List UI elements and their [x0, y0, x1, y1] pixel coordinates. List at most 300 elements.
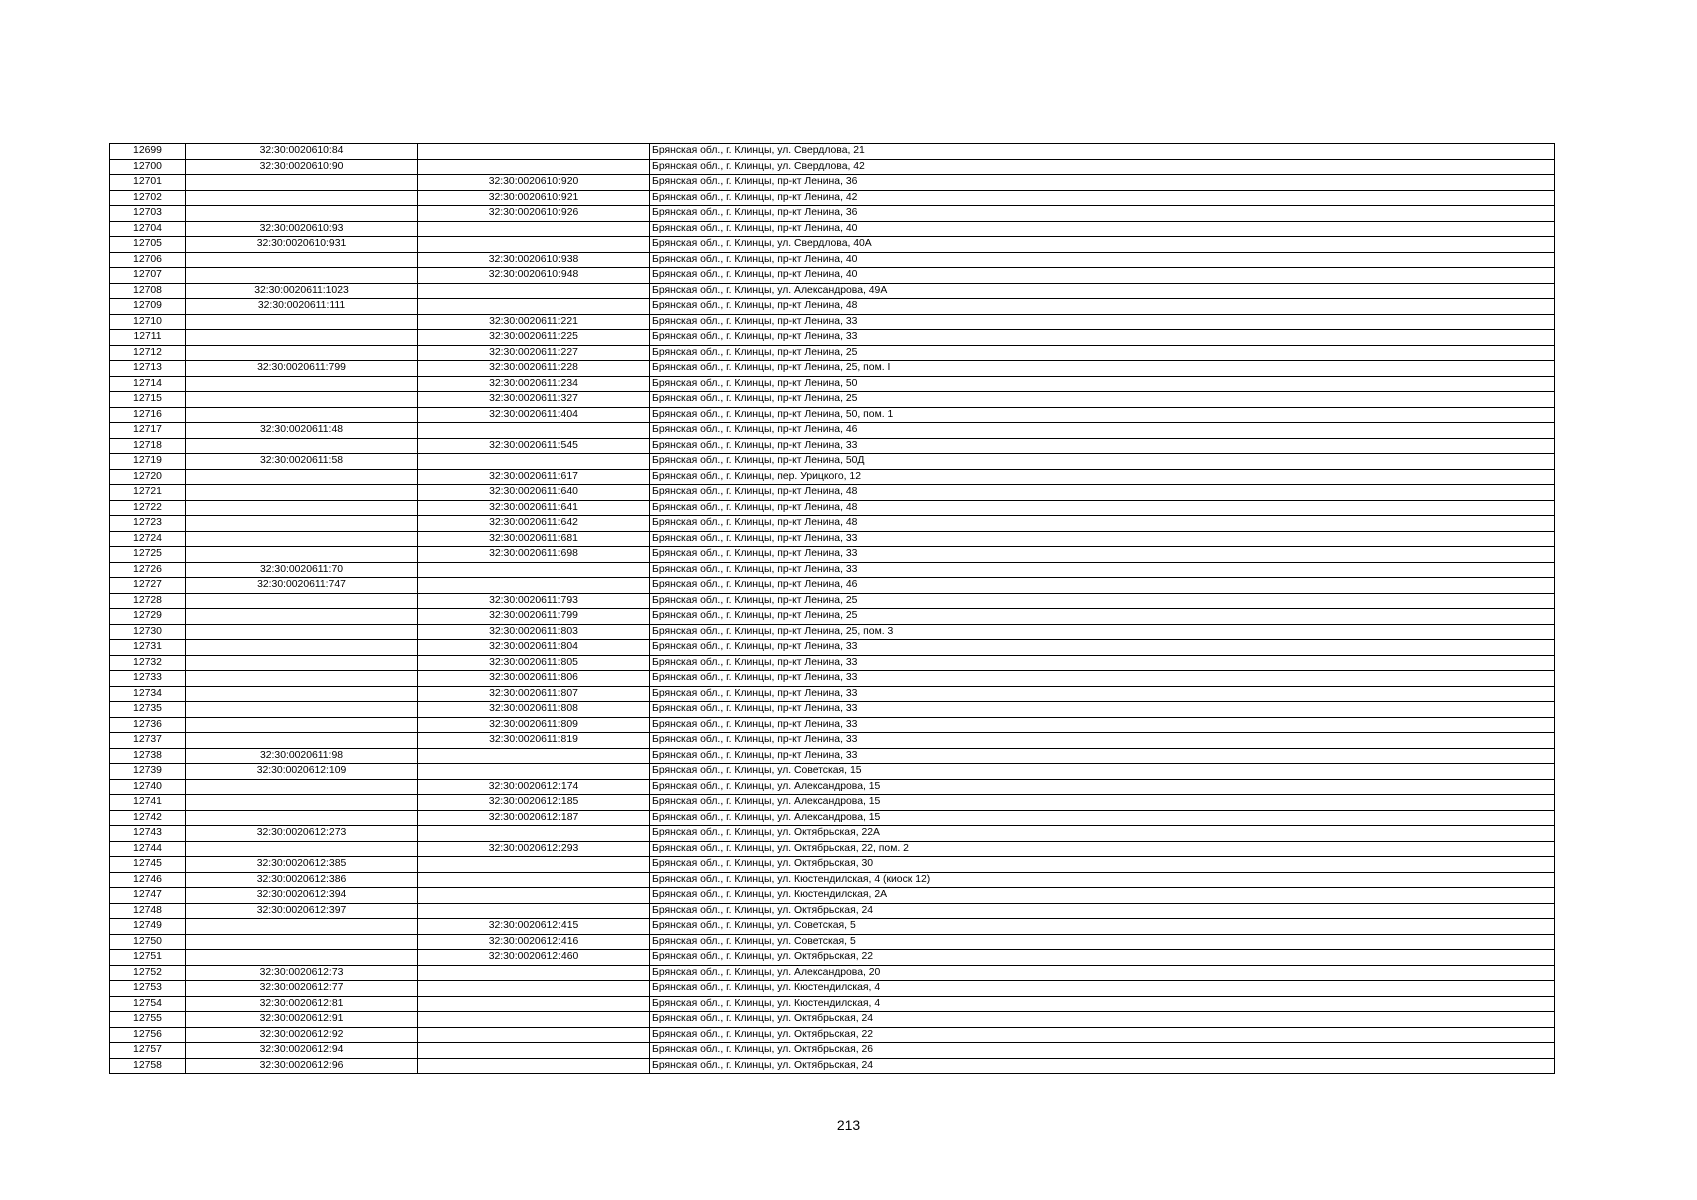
- table-row: [110, 392, 1555, 408]
- row-number-cell: 12748: [110, 903, 186, 919]
- related-cadastral-number-cell: [418, 1012, 650, 1028]
- related-cadastral-number-cell: 32:30:0020611:545: [418, 438, 650, 454]
- table-row: [110, 423, 1555, 439]
- table-row: [110, 609, 1555, 625]
- related-cadastral-number-cell: [418, 996, 650, 1012]
- table-row: [110, 206, 1555, 222]
- cadastral-number-cell: [186, 190, 418, 206]
- address-cell: Брянская обл., г. Клинцы, ул. Свердлова, 21: [650, 144, 1555, 160]
- row-number-cell: 12743: [110, 826, 186, 842]
- row-number-cell: 12737: [110, 733, 186, 749]
- row-number-cell: 12725: [110, 547, 186, 563]
- row-number-cell: 12749: [110, 919, 186, 935]
- cadastral-number-cell: [186, 485, 418, 501]
- table-row: [110, 810, 1555, 826]
- cadastral-number-cell: 32:30:0020612:94: [186, 1043, 418, 1059]
- table-row: [110, 903, 1555, 919]
- row-number-cell: 12738: [110, 748, 186, 764]
- table-row: [110, 748, 1555, 764]
- cadastral-number-cell: [186, 330, 418, 346]
- table-row: [110, 671, 1555, 687]
- related-cadastral-number-cell: [418, 1058, 650, 1074]
- table-row: [110, 640, 1555, 656]
- related-cadastral-number-cell: [418, 1027, 650, 1043]
- cadastral-number-cell: [186, 717, 418, 733]
- row-number-cell: 12740: [110, 779, 186, 795]
- cadastral-number-cell: 32:30:0020611:48: [186, 423, 418, 439]
- row-number-cell: 12750: [110, 934, 186, 950]
- table-row: [110, 1012, 1555, 1028]
- address-cell: Брянская обл., г. Клинцы, пр-кт Ленина, 36: [650, 206, 1555, 222]
- cadastral-number-cell: [186, 609, 418, 625]
- related-cadastral-number-cell: [418, 965, 650, 981]
- address-cell: Брянская обл., г. Клинцы, ул. Кюстендилская, 4: [650, 981, 1555, 997]
- table-row: [110, 888, 1555, 904]
- address-cell: Брянская обл., г. Клинцы, ул. Октябрьская, 24: [650, 1012, 1555, 1028]
- table-row: [110, 578, 1555, 594]
- related-cadastral-number-cell: 32:30:0020611:809: [418, 717, 650, 733]
- address-cell: Брянская обл., г. Клинцы, ул. Свердлова, 40А: [650, 237, 1555, 253]
- address-cell: Брянская обл., г. Клинцы, пр-кт Ленина, 33: [650, 330, 1555, 346]
- address-cell: Брянская обл., г. Клинцы, ул. Октябрьская, 22, пом. 2: [650, 841, 1555, 857]
- related-cadastral-number-cell: 32:30:0020611:681: [418, 531, 650, 547]
- cadastral-number-cell: 32:30:0020612:96: [186, 1058, 418, 1074]
- table-row: [110, 407, 1555, 423]
- cadastral-number-cell: 32:30:0020610:84: [186, 144, 418, 160]
- related-cadastral-number-cell: [418, 903, 650, 919]
- row-number-cell: 12741: [110, 795, 186, 811]
- table-row: [110, 237, 1555, 253]
- row-number-cell: 12757: [110, 1043, 186, 1059]
- table-row: [110, 686, 1555, 702]
- row-number-cell: 12744: [110, 841, 186, 857]
- related-cadastral-number-cell: 32:30:0020610:921: [418, 190, 650, 206]
- table-row: [110, 562, 1555, 578]
- row-number-cell: 12716: [110, 407, 186, 423]
- table-row: [110, 469, 1555, 485]
- related-cadastral-number-cell: 32:30:0020611:698: [418, 547, 650, 563]
- address-cell: Брянская обл., г. Клинцы, пр-кт Ленина, 50: [650, 376, 1555, 392]
- cadastral-number-cell: 32:30:0020612:386: [186, 872, 418, 888]
- row-number-cell: 12707: [110, 268, 186, 284]
- address-cell: Брянская обл., г. Клинцы, пер. Урицкого, 12: [650, 469, 1555, 485]
- cadastral-number-cell: [186, 175, 418, 191]
- table-row: [110, 268, 1555, 284]
- table-row: [110, 500, 1555, 516]
- table-row: [110, 221, 1555, 237]
- table-row: [110, 593, 1555, 609]
- related-cadastral-number-cell: 32:30:0020612:416: [418, 934, 650, 950]
- table-row: [110, 717, 1555, 733]
- address-cell: Брянская обл., г. Клинцы, ул. Александрова, 15: [650, 795, 1555, 811]
- row-number-cell: 12701: [110, 175, 186, 191]
- cadastral-number-cell: [186, 779, 418, 795]
- related-cadastral-number-cell: 32:30:0020612:415: [418, 919, 650, 935]
- address-cell: Брянская обл., г. Клинцы, пр-кт Ленина, 33: [650, 733, 1555, 749]
- table-row: [110, 144, 1555, 160]
- table-row: [110, 624, 1555, 640]
- cadastral-number-cell: [186, 919, 418, 935]
- table-row: [110, 981, 1555, 997]
- cadastral-number-cell: [186, 252, 418, 268]
- address-cell: Брянская обл., г. Клинцы, ул. Октябрьская, 24: [650, 903, 1555, 919]
- cadastral-number-cell: [186, 702, 418, 718]
- address-cell: Брянская обл., г. Клинцы, пр-кт Ленина, 33: [650, 547, 1555, 563]
- cadastral-number-cell: 32:30:0020612:109: [186, 764, 418, 780]
- table-row: [110, 733, 1555, 749]
- cadastral-number-cell: 32:30:0020611:799: [186, 361, 418, 377]
- cadastral-number-cell: [186, 547, 418, 563]
- related-cadastral-number-cell: [418, 283, 650, 299]
- address-cell: Брянская обл., г. Клинцы, пр-кт Ленина, 36: [650, 175, 1555, 191]
- related-cadastral-number-cell: 32:30:0020611:404: [418, 407, 650, 423]
- row-number-cell: 12720: [110, 469, 186, 485]
- cadastral-number-cell: 32:30:0020611:747: [186, 578, 418, 594]
- cadastral-number-cell: [186, 841, 418, 857]
- address-cell: Брянская обл., г. Клинцы, ул. Кюстендилская, 4 (киоск 12): [650, 872, 1555, 888]
- row-number-cell: 12726: [110, 562, 186, 578]
- address-cell: Брянская обл., г. Клинцы, пр-кт Ленина, 33: [650, 717, 1555, 733]
- cadastral-number-cell: [186, 640, 418, 656]
- cadastral-number-cell: 32:30:0020611:58: [186, 454, 418, 470]
- row-number-cell: 12710: [110, 314, 186, 330]
- address-cell: Брянская обл., г. Клинцы, пр-кт Ленина, 33: [650, 438, 1555, 454]
- address-cell: Брянская обл., г. Клинцы, пр-кт Ленина, 33: [650, 655, 1555, 671]
- cadastral-number-cell: 32:30:0020611:1023: [186, 283, 418, 299]
- related-cadastral-number-cell: [418, 826, 650, 842]
- table-row: [110, 330, 1555, 346]
- document-table: [109, 143, 1555, 1074]
- related-cadastral-number-cell: [418, 1043, 650, 1059]
- cadastral-number-cell: 32:30:0020611:98: [186, 748, 418, 764]
- related-cadastral-number-cell: 32:30:0020611:234: [418, 376, 650, 392]
- address-cell: Брянская обл., г. Клинцы, пр-кт Ленина, 42: [650, 190, 1555, 206]
- address-cell: Брянская обл., г. Клинцы, пр-кт Ленина, 48: [650, 500, 1555, 516]
- table-body: [110, 144, 1555, 1074]
- related-cadastral-number-cell: [418, 159, 650, 175]
- row-number-cell: 12751: [110, 950, 186, 966]
- cadastral-number-cell: [186, 795, 418, 811]
- cadastral-number-cell: 32:30:0020612:73: [186, 965, 418, 981]
- related-cadastral-number-cell: 32:30:0020611:793: [418, 593, 650, 609]
- cadastral-number-cell: [186, 500, 418, 516]
- cadastral-number-cell: [186, 733, 418, 749]
- address-cell: Брянская обл., г. Клинцы, пр-кт Ленина, 33: [650, 314, 1555, 330]
- row-number-cell: 12753: [110, 981, 186, 997]
- table-row: [110, 454, 1555, 470]
- cadastral-number-cell: 32:30:0020611:70: [186, 562, 418, 578]
- table-row: [110, 345, 1555, 361]
- related-cadastral-number-cell: 32:30:0020612:185: [418, 795, 650, 811]
- related-cadastral-number-cell: 32:30:0020611:819: [418, 733, 650, 749]
- row-number-cell: 12728: [110, 593, 186, 609]
- address-cell: Брянская обл., г. Клинцы, пр-кт Ленина, 25: [650, 593, 1555, 609]
- address-cell: Брянская обл., г. Клинцы, пр-кт Ленина, 33: [650, 671, 1555, 687]
- row-number-cell: 12715: [110, 392, 186, 408]
- row-number-cell: 12731: [110, 640, 186, 656]
- table-row: [110, 919, 1555, 935]
- cadastral-number-cell: 32:30:0020612:385: [186, 857, 418, 873]
- related-cadastral-number-cell: 32:30:0020611:617: [418, 469, 650, 485]
- cadastral-number-cell: 32:30:0020612:92: [186, 1027, 418, 1043]
- address-cell: Брянская обл., г. Клинцы, ул. Советская, 15: [650, 764, 1555, 780]
- cadastral-number-cell: [186, 376, 418, 392]
- address-cell: Брянская обл., г. Клинцы, пр-кт Ленина, 33: [650, 640, 1555, 656]
- row-number-cell: 12755: [110, 1012, 186, 1028]
- row-number-cell: 12722: [110, 500, 186, 516]
- related-cadastral-number-cell: 32:30:0020610:948: [418, 268, 650, 284]
- cadastral-number-cell: [186, 810, 418, 826]
- address-cell: Брянская обл., г. Клинцы, пр-кт Ленина, 25: [650, 345, 1555, 361]
- address-cell: Брянская обл., г. Клинцы, ул. Октябрьская, 26: [650, 1043, 1555, 1059]
- cadastral-number-cell: 32:30:0020612:273: [186, 826, 418, 842]
- row-number-cell: 12717: [110, 423, 186, 439]
- table-row: [110, 547, 1555, 563]
- address-cell: Брянская обл., г. Клинцы, ул. Октябрьская, 22: [650, 950, 1555, 966]
- table-row: [110, 283, 1555, 299]
- related-cadastral-number-cell: 32:30:0020612:187: [418, 810, 650, 826]
- table-row: [110, 841, 1555, 857]
- address-cell: Брянская обл., г. Клинцы, пр-кт Ленина, 46: [650, 578, 1555, 594]
- table-row: [110, 1043, 1555, 1059]
- related-cadastral-number-cell: 32:30:0020611:806: [418, 671, 650, 687]
- row-number-cell: 12756: [110, 1027, 186, 1043]
- row-number-cell: 12746: [110, 872, 186, 888]
- related-cadastral-number-cell: 32:30:0020611:228: [418, 361, 650, 377]
- row-number-cell: 12745: [110, 857, 186, 873]
- cadastral-number-cell: [186, 593, 418, 609]
- address-cell: Брянская обл., г. Клинцы, пр-кт Ленина, 25: [650, 392, 1555, 408]
- row-number-cell: 12742: [110, 810, 186, 826]
- cadastral-number-cell: 32:30:0020612:394: [186, 888, 418, 904]
- cadastral-number-cell: 32:30:0020612:77: [186, 981, 418, 997]
- related-cadastral-number-cell: [418, 221, 650, 237]
- page-number: 213: [836, 1117, 861, 1133]
- address-cell: Брянская обл., г. Клинцы, ул. Александрова, 15: [650, 810, 1555, 826]
- row-number-cell: 12712: [110, 345, 186, 361]
- row-number-cell: 12754: [110, 996, 186, 1012]
- cadastral-number-cell: [186, 516, 418, 532]
- row-number-cell: 12714: [110, 376, 186, 392]
- row-number-cell: 12708: [110, 283, 186, 299]
- related-cadastral-number-cell: [418, 237, 650, 253]
- related-cadastral-number-cell: 32:30:0020611:327: [418, 392, 650, 408]
- cadastral-number-cell: [186, 655, 418, 671]
- address-cell: Брянская обл., г. Клинцы, ул. Свердлова, 42: [650, 159, 1555, 175]
- cadastral-number-cell: [186, 314, 418, 330]
- row-number-cell: 12739: [110, 764, 186, 780]
- table-row: [110, 702, 1555, 718]
- row-number-cell: 12713: [110, 361, 186, 377]
- related-cadastral-number-cell: [418, 888, 650, 904]
- related-cadastral-number-cell: 32:30:0020612:293: [418, 841, 650, 857]
- row-number-cell: 12699: [110, 144, 186, 160]
- address-cell: Брянская обл., г. Клинцы, пр-кт Ленина, 46: [650, 423, 1555, 439]
- related-cadastral-number-cell: 32:30:0020611:221: [418, 314, 650, 330]
- cadastral-number-cell: [186, 392, 418, 408]
- row-number-cell: 12752: [110, 965, 186, 981]
- cadastral-number-cell: 32:30:0020611:111: [186, 299, 418, 315]
- row-number-cell: 12747: [110, 888, 186, 904]
- table-row: [110, 485, 1555, 501]
- table-row: [110, 190, 1555, 206]
- cadastral-number-cell: [186, 934, 418, 950]
- cadastral-number-cell: 32:30:0020610:93: [186, 221, 418, 237]
- cadastral-number-cell: [186, 686, 418, 702]
- related-cadastral-number-cell: 32:30:0020611:804: [418, 640, 650, 656]
- related-cadastral-number-cell: 32:30:0020612:174: [418, 779, 650, 795]
- table-row: [110, 764, 1555, 780]
- address-cell: Брянская обл., г. Клинцы, пр-кт Ленина, 40: [650, 221, 1555, 237]
- related-cadastral-number-cell: [418, 144, 650, 160]
- address-cell: Брянская обл., г. Клинцы, пр-кт Ленина, 40: [650, 268, 1555, 284]
- table-row: [110, 516, 1555, 532]
- table-row: [110, 779, 1555, 795]
- related-cadastral-number-cell: 32:30:0020610:926: [418, 206, 650, 222]
- table-row: [110, 438, 1555, 454]
- address-cell: Брянская обл., г. Клинцы, ул. Александрова, 15: [650, 779, 1555, 795]
- table-row: [110, 159, 1555, 175]
- address-cell: Брянская обл., г. Клинцы, пр-кт Ленина, 33: [650, 748, 1555, 764]
- cadastral-number-cell: [186, 268, 418, 284]
- address-cell: Брянская обл., г. Клинцы, пр-кт Ленина, 33: [650, 702, 1555, 718]
- table-row: [110, 1058, 1555, 1074]
- cadastral-number-cell: [186, 950, 418, 966]
- row-number-cell: 12729: [110, 609, 186, 625]
- table-row: [110, 655, 1555, 671]
- related-cadastral-number-cell: [418, 578, 650, 594]
- row-number-cell: 12758: [110, 1058, 186, 1074]
- cadastral-number-cell: [186, 469, 418, 485]
- row-number-cell: 12709: [110, 299, 186, 315]
- related-cadastral-number-cell: 32:30:0020611:799: [418, 609, 650, 625]
- table-row: [110, 299, 1555, 315]
- table-row: [110, 175, 1555, 191]
- row-number-cell: 12724: [110, 531, 186, 547]
- cadastral-number-cell: 32:30:0020612:81: [186, 996, 418, 1012]
- table-row: [110, 1027, 1555, 1043]
- cadastral-number-cell: [186, 438, 418, 454]
- related-cadastral-number-cell: 32:30:0020611:805: [418, 655, 650, 671]
- related-cadastral-number-cell: [418, 454, 650, 470]
- row-number-cell: 12718: [110, 438, 186, 454]
- row-number-cell: 12732: [110, 655, 186, 671]
- address-cell: Брянская обл., г. Клинцы, ул. Кюстендилская, 2А: [650, 888, 1555, 904]
- table-row: [110, 872, 1555, 888]
- row-number-cell: 12703: [110, 206, 186, 222]
- table-row: [110, 361, 1555, 377]
- related-cadastral-number-cell: [418, 764, 650, 780]
- related-cadastral-number-cell: 32:30:0020611:803: [418, 624, 650, 640]
- address-cell: Брянская обл., г. Клинцы, пр-кт Ленина, 50Д: [650, 454, 1555, 470]
- address-cell: Брянская обл., г. Клинцы, пр-кт Ленина, 25, пом. I: [650, 361, 1555, 377]
- table-row: [110, 857, 1555, 873]
- related-cadastral-number-cell: [418, 299, 650, 315]
- related-cadastral-number-cell: 32:30:0020612:460: [418, 950, 650, 966]
- address-cell: Брянская обл., г. Клинцы, пр-кт Ленина, 48: [650, 516, 1555, 532]
- cadastral-number-cell: [186, 624, 418, 640]
- table-row: [110, 934, 1555, 950]
- address-cell: Брянская обл., г. Клинцы, ул. Александрова, 49А: [650, 283, 1555, 299]
- cadastral-number-cell: [186, 671, 418, 687]
- row-number-cell: 12706: [110, 252, 186, 268]
- cadastral-number-cell: [186, 531, 418, 547]
- address-cell: Брянская обл., г. Клинцы, ул. Александрова, 20: [650, 965, 1555, 981]
- related-cadastral-number-cell: [418, 562, 650, 578]
- row-number-cell: 12721: [110, 485, 186, 501]
- related-cadastral-number-cell: [418, 981, 650, 997]
- related-cadastral-number-cell: [418, 872, 650, 888]
- table-row: [110, 531, 1555, 547]
- address-cell: Брянская обл., г. Клинцы, пр-кт Ленина, 25: [650, 609, 1555, 625]
- row-number-cell: 12735: [110, 702, 186, 718]
- related-cadastral-number-cell: 32:30:0020610:920: [418, 175, 650, 191]
- cadastral-number-cell: [186, 206, 418, 222]
- related-cadastral-number-cell: [418, 748, 650, 764]
- table-row: [110, 826, 1555, 842]
- row-number-cell: 12736: [110, 717, 186, 733]
- row-number-cell: 12730: [110, 624, 186, 640]
- cadastral-number-cell: [186, 345, 418, 361]
- related-cadastral-number-cell: 32:30:0020611:642: [418, 516, 650, 532]
- related-cadastral-number-cell: 32:30:0020611:807: [418, 686, 650, 702]
- address-cell: Брянская обл., г. Клинцы, пр-кт Ленина, 33: [650, 562, 1555, 578]
- related-cadastral-number-cell: 32:30:0020611:227: [418, 345, 650, 361]
- address-cell: Брянская обл., г. Клинцы, ул. Кюстендилская, 4: [650, 996, 1555, 1012]
- related-cadastral-number-cell: 32:30:0020610:938: [418, 252, 650, 268]
- cadastral-number-cell: 32:30:0020612:91: [186, 1012, 418, 1028]
- address-cell: Брянская обл., г. Клинцы, ул. Советская, 5: [650, 919, 1555, 935]
- related-cadastral-number-cell: 32:30:0020611:225: [418, 330, 650, 346]
- related-cadastral-number-cell: [418, 857, 650, 873]
- table-row: [110, 252, 1555, 268]
- related-cadastral-number-cell: [418, 423, 650, 439]
- row-number-cell: 12704: [110, 221, 186, 237]
- address-cell: Брянская обл., г. Клинцы, пр-кт Ленина, 50, пом. 1: [650, 407, 1555, 423]
- address-cell: Брянская обл., г. Клинцы, пр-кт Ленина, 25, пом. 3: [650, 624, 1555, 640]
- address-cell: Брянская обл., г. Клинцы, ул. Октябрьская, 22: [650, 1027, 1555, 1043]
- cadastral-number-cell: 32:30:0020610:931: [186, 237, 418, 253]
- related-cadastral-number-cell: 32:30:0020611:808: [418, 702, 650, 718]
- address-cell: Брянская обл., г. Клинцы, пр-кт Ленина, 48: [650, 299, 1555, 315]
- table-row: [110, 376, 1555, 392]
- address-cell: Брянская обл., г. Клинцы, пр-кт Ленина, 48: [650, 485, 1555, 501]
- table-row: [110, 795, 1555, 811]
- address-cell: Брянская обл., г. Клинцы, пр-кт Ленина, 33: [650, 686, 1555, 702]
- address-cell: Брянская обл., г. Клинцы, ул. Октябрьская, 24: [650, 1058, 1555, 1074]
- address-cell: Брянская обл., г. Клинцы, пр-кт Ленина, 40: [650, 252, 1555, 268]
- table-row: [110, 314, 1555, 330]
- related-cadastral-number-cell: 32:30:0020611:641: [418, 500, 650, 516]
- cadastral-number-cell: 32:30:0020612:397: [186, 903, 418, 919]
- address-cell: Брянская обл., г. Клинцы, пр-кт Ленина, 33: [650, 531, 1555, 547]
- row-number-cell: 12702: [110, 190, 186, 206]
- row-number-cell: 12705: [110, 237, 186, 253]
- related-cadastral-number-cell: 32:30:0020611:640: [418, 485, 650, 501]
- table-row: [110, 965, 1555, 981]
- table-row: [110, 996, 1555, 1012]
- address-cell: Брянская обл., г. Клинцы, ул. Октябрьская, 22А: [650, 826, 1555, 842]
- row-number-cell: 12723: [110, 516, 186, 532]
- address-cell: Брянская обл., г. Клинцы, ул. Октябрьская, 30: [650, 857, 1555, 873]
- row-number-cell: 12733: [110, 671, 186, 687]
- row-number-cell: 12700: [110, 159, 186, 175]
- row-number-cell: 12719: [110, 454, 186, 470]
- row-number-cell: 12711: [110, 330, 186, 346]
- cadastral-number-cell: 32:30:0020610:90: [186, 159, 418, 175]
- row-number-cell: 12734: [110, 686, 186, 702]
- address-cell: Брянская обл., г. Клинцы, ул. Советская, 5: [650, 934, 1555, 950]
